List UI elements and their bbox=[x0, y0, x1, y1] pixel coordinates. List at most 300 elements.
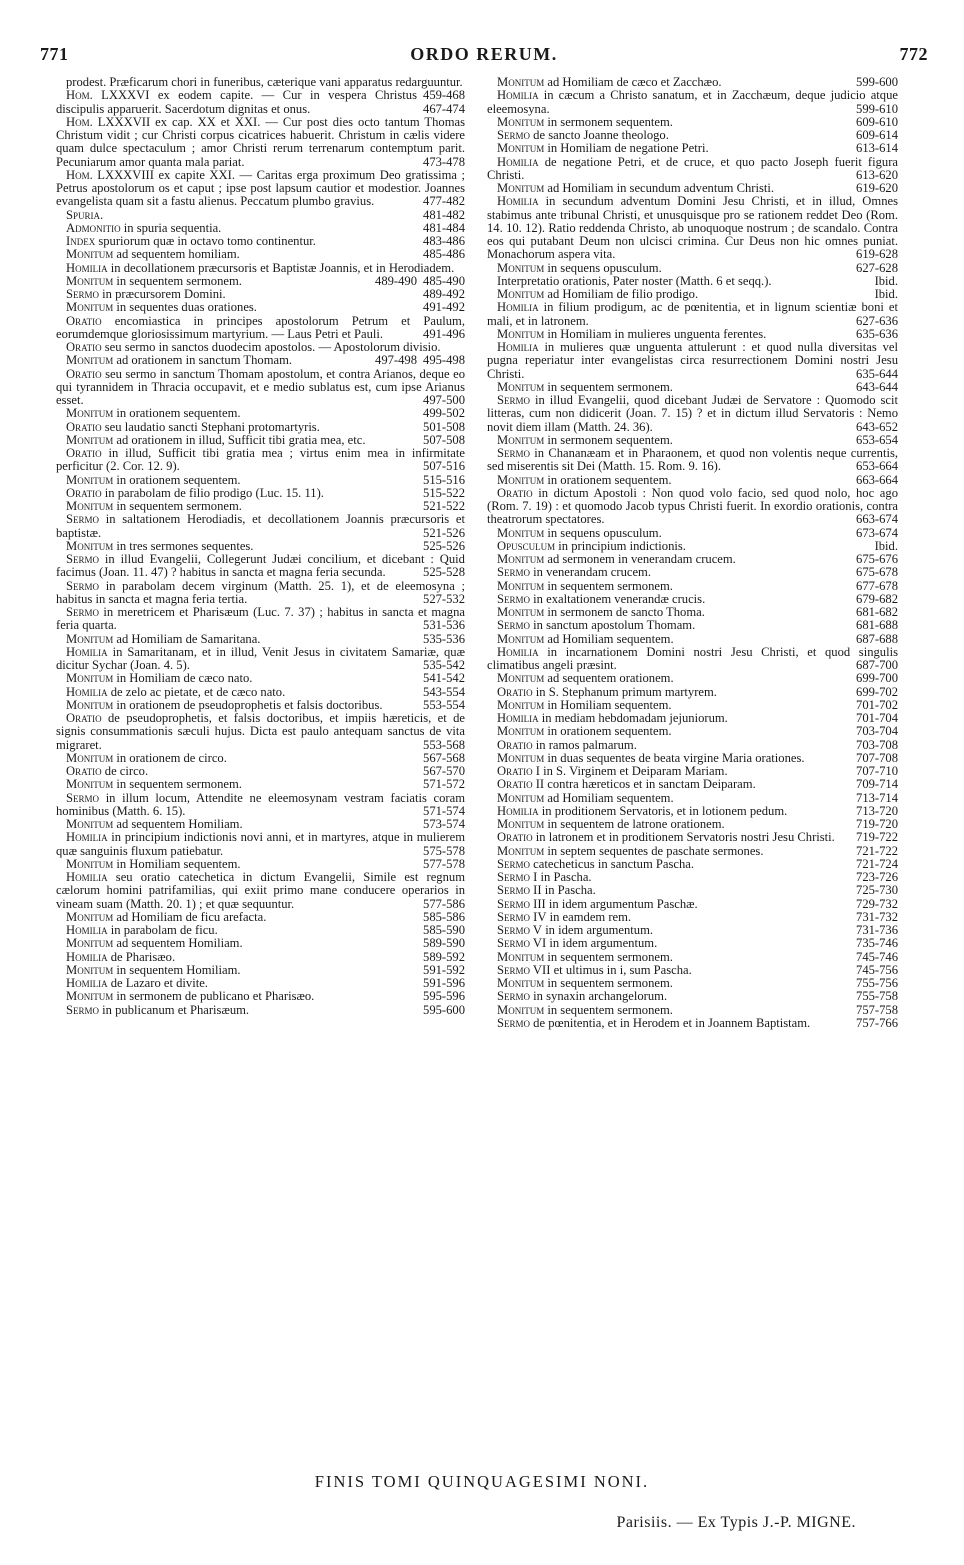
entry-pages: 613-620 bbox=[856, 167, 898, 182]
entry-pages: 527-532 bbox=[423, 591, 465, 606]
entry-lead: Sermo bbox=[497, 565, 531, 580]
entry-lead: Sermo bbox=[497, 393, 531, 407]
entry-lead: Homilia bbox=[66, 976, 108, 990]
entry-text: in sequens opusculum. bbox=[547, 260, 662, 275]
entry-lead: Sermo I bbox=[497, 870, 538, 884]
entry-text: in Samaritanam, et in illud, Venit Jesus in civitatem Samariæ, quæ dicitur Sychar (Joan. 4. 5). bbox=[56, 644, 465, 672]
entry-lead: Monitum bbox=[66, 499, 114, 513]
entry-pages: 757-758 bbox=[856, 1002, 898, 1017]
entry-lead: Admonitio bbox=[66, 220, 121, 235]
entry-text: in sequentem sermonem. bbox=[116, 273, 242, 288]
entry-text: in idem argumentum. bbox=[545, 923, 654, 937]
entry-text: in orationem sequentem. bbox=[547, 472, 672, 487]
entry-pages: 707-710 bbox=[856, 764, 898, 778]
index-entry bbox=[56, 633, 465, 646]
entry-pages: 585-586 bbox=[423, 909, 465, 924]
entry-pages: 491-496 bbox=[423, 326, 465, 341]
entry-pages: 721-722 bbox=[856, 843, 898, 858]
entry-pages: 679-682 bbox=[856, 591, 898, 606]
index-entry bbox=[487, 937, 898, 950]
index-entry bbox=[56, 672, 465, 685]
index-entry bbox=[56, 288, 465, 301]
entry-text: contra hæreticos et in sanctam Deiparam. bbox=[547, 777, 756, 792]
entry-text: in publicanum et Pharisæum. bbox=[102, 1002, 250, 1017]
entry-pages: 675-676 bbox=[856, 552, 898, 566]
entry-text: in venerandam crucem. bbox=[533, 565, 652, 580]
index-entry bbox=[487, 633, 898, 646]
index-entry bbox=[487, 328, 898, 341]
entry-pages: 713-720 bbox=[856, 803, 898, 818]
entry-lead: Opusculum bbox=[497, 538, 556, 553]
entry-text: in Chananæam et in Pharaonem, et quod non volentis neque currentis, sed miserentis sit Dei (Matth. 15. Rom. 9. 16). bbox=[487, 446, 898, 474]
entry-lead: Oratio bbox=[66, 764, 102, 778]
index-entry bbox=[56, 222, 465, 235]
entry-lead: Monitum bbox=[497, 75, 545, 89]
entry-lead: Monitum bbox=[497, 379, 545, 394]
index-entry bbox=[56, 540, 465, 553]
index-entry bbox=[56, 447, 465, 474]
index-entry bbox=[56, 990, 465, 1003]
entry-pages: 467-474 bbox=[423, 101, 465, 116]
entry-lead: Oratio bbox=[66, 366, 102, 381]
entry-pages: 571-572 bbox=[423, 777, 465, 792]
index-entry bbox=[56, 169, 465, 209]
index-entry bbox=[487, 990, 898, 1003]
index-entry bbox=[487, 1004, 898, 1017]
index-entry bbox=[487, 686, 898, 699]
entry-lead: Sermo bbox=[66, 790, 100, 805]
entry-lead: Sermo bbox=[497, 989, 531, 1004]
entry-pages: 543-554 bbox=[423, 684, 465, 699]
entry-pages: 589-590 bbox=[423, 936, 465, 951]
entry-text: ad Homiliam de cæco et Zacchæo. bbox=[547, 75, 722, 89]
entry-lead: Monitum bbox=[66, 697, 114, 712]
entry-text: de pseudoprophetis, et falsis doctoribus, et impiis hæreticis, et de signis consummationis sæculi hujus. Dicta est paulo antequam sanctus de vita migraret. bbox=[56, 711, 466, 752]
entry-lead: Oratio bbox=[497, 485, 533, 500]
entry-pages: 663-674 bbox=[856, 512, 898, 527]
entry-pages: 595-600 bbox=[423, 1002, 465, 1017]
index-entry bbox=[56, 553, 465, 580]
entry-text: in sequentem sermonem. bbox=[547, 379, 673, 394]
index-entry bbox=[56, 858, 465, 871]
entry-pages: 757-766 bbox=[856, 1015, 898, 1030]
entry-text: in præcursorem Domini. bbox=[102, 287, 226, 301]
entry-text: ad sequentem orationem. bbox=[547, 671, 674, 686]
entry-lead: Homilia bbox=[66, 684, 108, 699]
entry-lead: Oratio bbox=[66, 446, 102, 460]
index-entry bbox=[487, 553, 898, 566]
entry-text: in decollationem præcursoris et Baptistæ Joannis, et in Herodiadem. bbox=[110, 260, 455, 275]
entry-text: in S. Stephanum primum martyrem. bbox=[535, 684, 717, 699]
index-entry bbox=[56, 792, 465, 819]
index-entry bbox=[487, 606, 898, 619]
entry-pages: 643-644 bbox=[856, 379, 898, 394]
entry-lead: Monitum bbox=[66, 538, 114, 553]
entry-text: in saltationem Herodiadis, et decollationem Joannis præcursoris et baptistæ. bbox=[56, 512, 465, 540]
entry-lead: Monitum bbox=[497, 976, 545, 990]
entry-pages: 577-586 bbox=[423, 896, 465, 911]
entry-pages: 725-730 bbox=[856, 883, 898, 898]
entry-pages: 553-568 bbox=[423, 737, 465, 752]
entry-text: in Homiliam sequentem. bbox=[116, 856, 241, 871]
entry-lead: Monitum bbox=[66, 406, 114, 421]
entry-pages: 609-610 bbox=[856, 114, 898, 129]
entry-text: in sequentem de latrone orationem. bbox=[547, 817, 725, 831]
index-entry bbox=[487, 951, 898, 964]
entry-text: ad Homiliam in secundum adventum Christi. bbox=[547, 181, 775, 195]
index-entry bbox=[487, 765, 898, 778]
entry-pages: 673-674 bbox=[856, 525, 898, 540]
index-entry bbox=[56, 407, 465, 420]
entry-text: seu sermo in sanctum Thomam apostolum, et contra Arianos, deque eo qui tyrannidem in Thracia occupavit, et e medio sublatus est, cum ipse Arianus esset. bbox=[56, 366, 466, 407]
entry-pages: 709-714 bbox=[856, 777, 898, 792]
entry-lead: Monitum bbox=[497, 472, 545, 487]
index-entry bbox=[487, 288, 898, 301]
entry-lead: Monitum bbox=[66, 273, 114, 288]
entry-text: in parabolam de filio prodigo (Luc. 15. 11). bbox=[104, 485, 324, 500]
entry-lead: Sermo VII bbox=[497, 962, 551, 977]
index-entry bbox=[487, 182, 898, 195]
entry-text: de negatione Petri, et de cruce, et quo pacto Joseph fuerit figura Christi. bbox=[487, 154, 898, 182]
index-entry bbox=[487, 540, 898, 553]
entry-pages: 627-636 bbox=[856, 313, 898, 328]
index-entry bbox=[487, 341, 898, 381]
index-entry bbox=[487, 129, 898, 142]
entry-text: ad sequentem homiliam. bbox=[116, 247, 240, 262]
entry-pages: 489-490 bbox=[375, 273, 418, 288]
index-entry bbox=[56, 818, 465, 831]
entry-text: in Pascha. bbox=[544, 883, 596, 898]
entry-pages: 531-536 bbox=[423, 618, 465, 633]
entry-lead: Monitum bbox=[497, 790, 545, 805]
index-entry bbox=[56, 871, 465, 911]
entry-lead: Sermo bbox=[66, 1002, 100, 1017]
index-entry bbox=[56, 474, 465, 487]
entry-pages: 489-492 bbox=[423, 287, 465, 301]
entry-text: ad Homiliam de Samaritana. bbox=[116, 631, 261, 646]
entry-text: in S. Virginem et Deiparam Mariam. bbox=[543, 764, 728, 778]
index-entry bbox=[56, 646, 465, 673]
index-entry bbox=[487, 381, 898, 394]
entry-lead: Monitum bbox=[497, 114, 545, 129]
index-entry bbox=[56, 937, 465, 950]
entry-lead: Sermo bbox=[66, 578, 100, 593]
entry-text: seu laudatio sancti Stephani protomartyris. bbox=[104, 419, 320, 434]
entry-text: in sermonem sequentem. bbox=[547, 114, 673, 129]
entry-pages: 713-714 bbox=[856, 790, 898, 805]
entry-lead: Monitum bbox=[66, 631, 114, 646]
index-entry bbox=[56, 752, 465, 765]
entry-text: LXXXVIII ex capite XXI. — Caritas erga proximum Deo gratissima ; Petrus apostolorum os et caput ; ipse post lapsum cautior et modestior. Joannes evangelista quam sit a fastu alienus. Peccatum plumbo gravius. bbox=[56, 167, 466, 209]
entry-pages: 525-526 bbox=[423, 538, 465, 553]
entry-pages: 535-536 bbox=[423, 631, 465, 646]
index-entry bbox=[487, 1017, 898, 1030]
entry-lead: Monitum bbox=[497, 525, 545, 540]
entry-text: de Pharisæo. bbox=[110, 949, 176, 964]
entry-lead: Monitum bbox=[497, 817, 545, 831]
entry-text: in orationem de circo. bbox=[116, 750, 227, 765]
index-entry bbox=[487, 156, 898, 183]
entry-lead: Index bbox=[66, 234, 96, 248]
entry-text: in Pascha. bbox=[540, 870, 592, 884]
entry-pages: 745-756 bbox=[856, 962, 898, 977]
entry-text: in illud Evangelii, Collegerunt Judæi concilium, et dicebant : Quid facimus (Joan. 11. 47) ? habitus in sancta et magna feria secunda. bbox=[56, 552, 465, 580]
index-entry bbox=[487, 712, 898, 725]
entry-pages: Ibid. bbox=[874, 287, 898, 301]
entry-text: in illum locum, Attendite ne eleemosynam vestram faciatis coram hominibus (Matth. 6. 15). bbox=[56, 790, 465, 818]
entry-text: in secundum adventum Domini Jesu Christi, et in illud, Omnes stabimus ante tribunal Christi, et unusquisque pro se rationem reddet Deo (Rom. 14. 10. 12). Ratio reddenda Christo, ab unoquoque nostrum ; de scandalo. Contra eos qui putabant Deum non ulcisci crimina. Cur Deus non hic omnes puniat. Monachorum aspera vita. bbox=[487, 194, 898, 262]
entry-lead: Hom. bbox=[66, 88, 93, 103]
index-entry bbox=[56, 712, 465, 752]
entry-lead: Monitum bbox=[497, 432, 545, 447]
entry-text: LXXXVI ex eodem capite. — Cur in vespera Christus discipulis apparuerit. Sacerdotum dignitas et onus. bbox=[56, 88, 418, 116]
entry-lead: Homilia bbox=[66, 260, 108, 275]
entry-text: in ramos palmarum. bbox=[535, 737, 637, 752]
entry-lead: Sermo bbox=[497, 128, 531, 142]
entry-lead: Oratio bbox=[66, 313, 102, 328]
entry-lead: Monitum bbox=[66, 856, 114, 871]
entry-lead: Homilia bbox=[497, 154, 539, 169]
index-column-left bbox=[56, 76, 465, 1017]
entry-lead: Homilia bbox=[497, 803, 539, 818]
index-entry bbox=[56, 1004, 465, 1017]
entry-text: de sancto Joanne theologo. bbox=[533, 128, 669, 142]
index-entry bbox=[487, 580, 898, 593]
entry-pages: 495-498 bbox=[423, 353, 465, 368]
index-entry bbox=[487, 487, 898, 527]
index-entry bbox=[487, 752, 898, 765]
entry-lead: Monitum bbox=[66, 989, 114, 1004]
index-entry bbox=[56, 354, 465, 367]
index-entry bbox=[56, 765, 465, 778]
entry-pages: 701-704 bbox=[856, 711, 898, 725]
entry-pages: 687-688 bbox=[856, 631, 898, 646]
entry-lead: Monitum bbox=[66, 909, 114, 924]
page-header bbox=[40, 44, 928, 74]
entry-pages: 507-516 bbox=[423, 459, 465, 474]
entry-text: in sequentem sermonem. bbox=[547, 976, 673, 990]
index-entry bbox=[56, 831, 465, 858]
index-entry bbox=[56, 977, 465, 990]
entry-text: spuriorum quæ in octavo tomo continentur. bbox=[98, 234, 316, 248]
entry-lead: Monitum bbox=[66, 962, 114, 977]
entry-text: in orationem de pseudoprophetis et falsis doctoribus. bbox=[116, 697, 383, 712]
entry-lead: Homilia bbox=[497, 340, 539, 354]
entry-lead: Monitum bbox=[66, 353, 114, 368]
entry-text: in exaltationem venerandæ crucis. bbox=[533, 591, 706, 606]
entry-text: ad sermonem in venerandam crucem. bbox=[547, 552, 736, 566]
entry-pages: 515-516 bbox=[423, 472, 465, 487]
entry-pages: 643-652 bbox=[856, 419, 898, 434]
entry-text: in illud, Sufficit tibi gratia mea ; virtus enim mea in infirmitate perficitur (2. Cor. 12. 9). bbox=[56, 446, 465, 474]
entry-pages: 619-628 bbox=[856, 247, 898, 262]
entry-text: in sequentes duas orationes. bbox=[116, 300, 257, 315]
index-entry bbox=[487, 898, 898, 911]
entry-text: in sequentem sermonem. bbox=[116, 499, 242, 513]
entry-lead: Sermo II bbox=[497, 883, 542, 898]
entry-lead: Monitum bbox=[66, 671, 114, 686]
entry-text: in sequentem sermonem. bbox=[116, 777, 242, 792]
entry-lead: Homilia bbox=[497, 300, 539, 315]
entry-text: in dictum Apostoli : Non quod volo facio, sed quod nolo, hoc ago (Rom. 7. 19) : et quomodo Jacob typus Christi fuerit. In exordio orationis, contra theatrorum spectatores. bbox=[487, 485, 898, 527]
entry-pages: 499-502 bbox=[423, 406, 465, 421]
entry-text: in septem sequentes de paschate sermones. bbox=[547, 843, 764, 858]
entry-pages: 585-590 bbox=[423, 923, 465, 937]
index-entry bbox=[487, 275, 898, 288]
index-entry bbox=[487, 89, 898, 116]
entry-lead: Monitum bbox=[66, 300, 114, 315]
entry-pages: 731-736 bbox=[856, 923, 898, 937]
entry-text: in sermonem de publicano et Pharisæo. bbox=[116, 989, 315, 1004]
entry-lead: Monitum bbox=[66, 936, 114, 951]
entry-pages: 731-732 bbox=[856, 909, 898, 924]
entry-text: in parabolam de ficu. bbox=[110, 923, 218, 937]
entry-lead: Monitum bbox=[66, 247, 114, 262]
index-entry bbox=[56, 301, 465, 314]
entry-lead: Hom. bbox=[66, 114, 93, 129]
entry-pages: 521-522 bbox=[423, 499, 465, 513]
entry-pages: 745-746 bbox=[856, 949, 898, 964]
entry-pages: 541-542 bbox=[423, 671, 465, 686]
index-entry bbox=[487, 434, 898, 447]
entry-pages: 699-700 bbox=[856, 671, 898, 686]
entry-pages: 613-614 bbox=[856, 141, 898, 156]
entry-lead: Homilia bbox=[66, 830, 108, 845]
entry-text: in idem argumentum. bbox=[549, 936, 658, 951]
entry-pages: 653-654 bbox=[856, 432, 898, 447]
index-entry bbox=[56, 89, 465, 116]
entry-text: in orationem sequentem. bbox=[116, 406, 241, 421]
entry-pages: 571-574 bbox=[423, 803, 465, 818]
entry-pages: 481-484 bbox=[423, 220, 465, 235]
index-entry bbox=[487, 924, 898, 937]
entry-pages: 735-746 bbox=[856, 936, 898, 951]
entry-pages: 609-614 bbox=[856, 128, 898, 142]
entry-lead: Sermo IV bbox=[497, 909, 547, 924]
entry-pages: 653-664 bbox=[856, 459, 898, 474]
entry-pages: 619-620 bbox=[856, 181, 898, 195]
entry-text: ad Homiliam de ficu arefacta. bbox=[116, 909, 267, 924]
entry-pages: 589-592 bbox=[423, 949, 465, 964]
index-entry bbox=[487, 527, 898, 540]
entry-pages: 553-554 bbox=[423, 697, 465, 712]
entry-lead: Homilia bbox=[66, 644, 108, 659]
entry-pages: 507-508 bbox=[423, 432, 465, 447]
entry-text: in incarnationem Domini nostri Jesu Christi, et quod singulis climatibus angeli præsint. bbox=[487, 644, 898, 672]
entry-lead: Monitum bbox=[497, 697, 545, 712]
entry-pages: 723-726 bbox=[856, 870, 898, 884]
index-entry bbox=[56, 951, 465, 964]
entry-pages: 677-678 bbox=[856, 578, 898, 593]
entry-lead: Homilia bbox=[66, 870, 108, 884]
index-entry bbox=[56, 964, 465, 977]
entry-pages: 485-486 bbox=[423, 247, 465, 262]
index-entry bbox=[487, 845, 898, 858]
index-entry bbox=[56, 315, 465, 342]
index-entry bbox=[56, 606, 465, 633]
entry-pages: 755-758 bbox=[856, 989, 898, 1004]
entry-lead: Sermo bbox=[497, 446, 531, 460]
entry-pages: Ibid. bbox=[874, 538, 898, 553]
entry-text: in principium indictionis. bbox=[558, 538, 686, 553]
index-entry bbox=[56, 778, 465, 791]
entry-pages: 535-542 bbox=[423, 658, 465, 672]
index-entry bbox=[487, 262, 898, 275]
index-entry bbox=[487, 76, 898, 89]
entry-pages: 473-478 bbox=[423, 154, 465, 169]
entry-text: in idem argumentum Paschæ. bbox=[548, 896, 698, 911]
entry-lead: Monitum bbox=[497, 605, 545, 619]
index-entry bbox=[487, 739, 898, 752]
running-title: ORDO RERUM. bbox=[410, 44, 558, 64]
entry-text: in sequentem sermonem. bbox=[547, 949, 673, 964]
entry-text: in illud Evangelii, quod dicebant Judæi de Servatore : Quomodo scit litteras, cum non didicerit (Joan. 7. 15) ? et in dictum illud Servatoris : Nemo novit diem illam (Matth. 24. 36). bbox=[487, 393, 898, 434]
entry-pages: 483-486 bbox=[423, 234, 465, 248]
index-entry bbox=[56, 924, 465, 937]
entry-text: catecheticus in sanctum Pascha. bbox=[533, 856, 695, 871]
index-entry bbox=[487, 884, 898, 897]
entry-text: in Homiliam in mulieres unguenta ferentes. bbox=[547, 326, 767, 341]
entry-text: in orationem sequentem. bbox=[116, 472, 241, 487]
index-entry bbox=[487, 593, 898, 606]
entry-text: in mediam hebdomadam jejuniorum. bbox=[541, 711, 728, 725]
entry-lead: Monitum bbox=[66, 472, 114, 487]
entry-pages: 515-522 bbox=[423, 485, 465, 500]
index-entry bbox=[56, 421, 465, 434]
index-entry bbox=[487, 619, 898, 632]
index-entry bbox=[56, 248, 465, 261]
index-entry bbox=[487, 818, 898, 831]
index-entry bbox=[487, 858, 898, 871]
entry-lead: Sermo bbox=[497, 856, 531, 871]
index-entry bbox=[487, 977, 898, 990]
index-column-right bbox=[487, 76, 898, 1030]
entry-lead: Oratio II bbox=[497, 777, 545, 792]
entry-text: in duas sequentes de beata virgine Maria orationes. bbox=[547, 750, 805, 765]
entry-text: ad Homiliam sequentem. bbox=[547, 631, 674, 646]
entry-text: in parabolam decem virginum (Matth. 25. 1), et de eleemosyna ; habitus in sancta et magna feria tertia. bbox=[56, 578, 465, 606]
index-entry bbox=[56, 911, 465, 924]
index-entry bbox=[56, 513, 465, 540]
entry-pages: Ibid. bbox=[874, 273, 898, 288]
index-entry bbox=[56, 487, 465, 500]
entry-pages: 599-600 bbox=[856, 75, 898, 89]
entry-pages: 729-732 bbox=[856, 896, 898, 911]
index-entry bbox=[56, 275, 465, 288]
entry-lead: Homilia bbox=[497, 194, 539, 209]
entry-pages: 599-610 bbox=[856, 101, 898, 116]
entry-pages: 699-702 bbox=[856, 684, 898, 699]
entry-text: in spuria sequentia. bbox=[123, 220, 222, 235]
entry-lead: Monitum bbox=[497, 949, 545, 964]
index-entry bbox=[487, 964, 898, 977]
index-entry bbox=[487, 195, 898, 261]
entry-text: ad sequentem Homiliam. bbox=[116, 817, 243, 831]
entry-lead: Hom. bbox=[66, 167, 93, 182]
entry-lead: Oratio bbox=[66, 485, 102, 500]
entry-text: in sanctum apostolum Thomam. bbox=[533, 618, 696, 633]
index-entry bbox=[56, 116, 465, 169]
entry-pages: 681-682 bbox=[856, 605, 898, 619]
entry-pages: 575-578 bbox=[423, 843, 465, 858]
entry-pages: 577-578 bbox=[423, 856, 465, 871]
entry-pages: 497-500 bbox=[423, 393, 465, 407]
index-entry bbox=[487, 646, 898, 673]
entry-lead: Sermo bbox=[66, 605, 100, 619]
entry-lead: Homilia bbox=[497, 88, 539, 103]
entry-lead: Spuria. bbox=[66, 207, 104, 222]
entry-lead: Sermo V bbox=[497, 923, 543, 937]
